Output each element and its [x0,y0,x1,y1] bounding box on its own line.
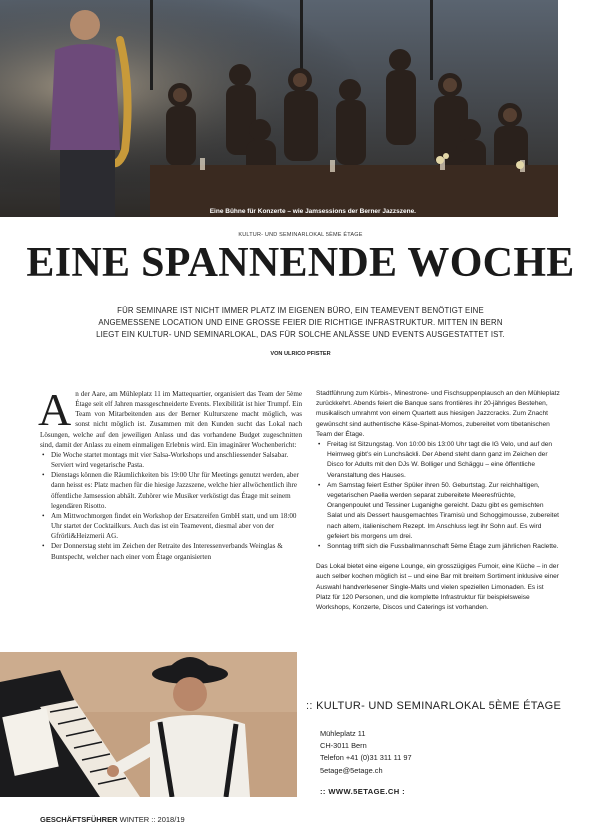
contact-city: CH-3011 Bern [320,741,367,751]
contact-address [320,728,412,777]
list-item: • Dienstags können die Räumlichkeiten bis 19:00 Uhr für Meetings genutzt werden, aber dann heisst es: Platz machen für die hiesige Jazzszene, welche hier allwöchentlich ihre öffentliche Jamsession abhält. Zuhörer wie Musiker verköstigt das Étage mit seinem legendären Risotto. [51,470,302,511]
contact-heading [306,700,561,712]
weekday-list-left [40,450,302,562]
list-item: • Am Samstag feiert Esther Spüler ihren 50. Geburtstag. Zur reichhaltigen, vegetarischen Paella werden separat zubereitete Meeresfrüchte, Orangenpoulet und Tessiner Luganighe gereicht. Dazu gibt es gemischten Salat und als Dessert hausgemachtes Tiramisù und Schoggimousse, zubereitet nach altem, italienischem Rezept. Im Anschluss legt ihr Sohn auf. Es wird gefeiert bis morgens um drei. [327,481,560,542]
article-kicker: KULTUR- UND SEMINARLOKAL 5ÈME ÉTAGE [238,232,363,238]
website-link[interactable]: :: WWW.5ETAGE.CH : [320,787,406,796]
issue-label: WINTER :: 2018/19 [119,815,185,824]
contact-marks: :: [306,700,313,712]
list-item: • Am Mittwochmorgen findet ein Workshop der Ersatzreifen GmbH statt, und um 18:00 Uhr startet der Cocktailkurs. Auch das ist ein Teamevent, diesmal aber von der Gfrörli&Heizmerii AG. [51,511,302,541]
list-item: • Sonntag trifft sich die Fussballmannschaft 5ème Étage zum jährlichen Raclette. [327,542,560,552]
article-headline: EINE SPANNENDE WOCHE [26,240,575,286]
list-item: • Der Donnerstag steht im Zeichen der Retraite des Interessenverbands Weinglas & Buntspecht, welcher nach einer vom Étage organisierten [51,541,302,561]
contact-street: Mühleplatz 11 [320,729,366,738]
weekday-list-right [316,440,560,552]
contact-phone[interactable]: Telefon +41 (0)31 311 11 97 [320,753,412,763]
article-column-right [316,389,560,613]
contact-title: KULTUR- UND SEMINARLOKAL 5ÈME ÉTAGE [316,700,562,712]
pianist-photo [0,652,297,797]
photo-caption: Eine Bühne für Konzerte – wie Jamsessions der Berner Jazzszene. [209,208,416,215]
page-footer [40,815,185,824]
drop-cap: A [38,384,72,435]
jam-session-illustration [0,0,558,217]
list-item: • Freitag ist Sitzungstag. Von 10:00 bis 13:00 Uhr tagt die IG Velo, und auf den Heimweg gibt’s ein Lunchsäckli. Der Abend steht dann ganz im Zeichen der Disco for Adults mit den DJs W. Bolliger und Schäggu – eine öffentliche Veranstaltung des Hauses. [327,440,560,481]
article-intro [38,384,302,450]
pianist-illustration [0,652,297,797]
article-byline: VON ULRICO PFISTER [270,351,331,357]
list-item: • Die Woche startet montags mit vier Salsa-Workshops und anschliessender Salsabar. Serviert wird vegetarische Pasta. [51,450,302,470]
jam-session-photo [0,0,558,217]
closing-paragraph: Das Lokal bietet eine eigene Lounge, ein grosszügiges Fumoir, eine Küche – in der auch selber kochen möglich ist – und eine Bar mit breitem Sortiment inklusive einer Auswahl handverlesener Single-Malts und vielen speziellen Limonaden. Es ist Platz für 120 Personen, und die komplette Infrastruktur für beispielsweise Workshops, Konzerte, Discos und Caterings ist vorhanden. [316,563,559,612]
publication-name: GESCHÄFTSFÜHRER [40,815,118,824]
intro-text: n der Aare, am Mühleplatz 11 im Mattequartier, organisiert das Team der 5ème Étage seit elf Jahren massgeschneiderte Events. Flexibilität ist hier Trumpf. Ein Team von Mitarbeitenden aus der Berner Kulturszene macht möglich, was sonst nicht möglich ist. Zusammen mit den Kunden sucht das Lokal nach Lösungen, welche auf den jeweiligen Anlass und das vorhandene Budget zugeschnitten sind, damit der Anlass zu einem einmaligen Erlebnis wird. Ein imaginärer Wochenbericht: [40,390,302,449]
article-lead: FÜR SEMINARE IST NICHT IMMER PLATZ IM EIGENEN BÜRO, EIN TEAMEVENT BENÖTIGT EINE ANGEMESSENE LOCATION UND EINE GROSSE FEIER DIE RICHTIGE INFRASTRUKTUR. MITTEN IN BERN LIEGT EIN KULTUR- UND SEMINARLOKAL, DAS FÜR SOLCHE ANLÄSSE UND EVENTS AUSGESTATTET IST. [96,306,505,340]
article-column-left [38,384,302,562]
continuation-text: Stadtführung zum Kürbis-, Minestrone- und Fischsuppenplausch an den Mühleplatz zurückkehrt. Abends feiert die Banque sans frontières ihr 20-jähriges Bestehen, musikalisch umrahmt von einem Quartett aus hiesigen Jazzcracks. Zum Znacht gewünscht sind authentische Käse-Spinat-Momos, zubereitet vom tibetanischen Team der Étage. [316,390,560,438]
contact-email[interactable]: 5etage@5etage.ch [320,765,383,775]
